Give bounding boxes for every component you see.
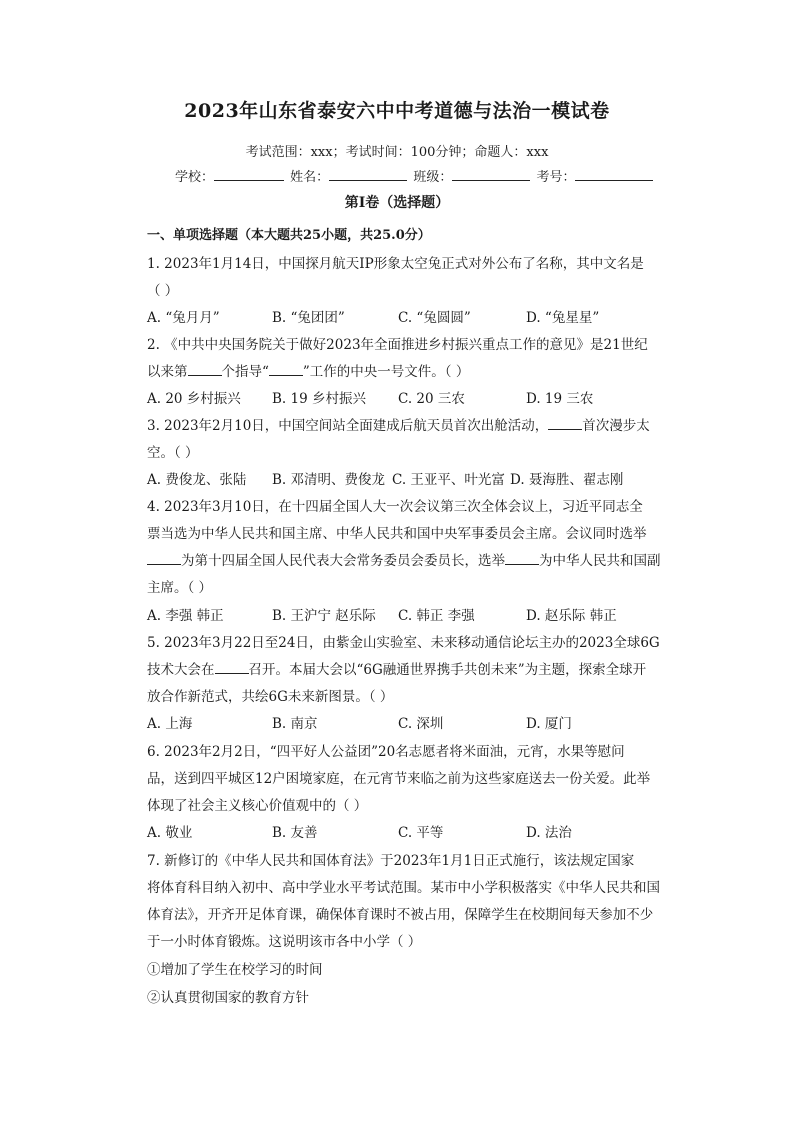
q3-line-1 <box>147 414 677 434</box>
q7-line-1: 7. 新修订的《中华人民共和国体育法》于2023年1月1日正式施行，该法规定国家 <box>147 853 635 869</box>
exam-title: 2023年山东省泰安六中中考道德与法治一模试卷 <box>184 100 610 122</box>
q5-option-a[interactable]: A. 上海 <box>147 716 193 732</box>
q4-blank-1 <box>147 552 181 565</box>
q6-option-a[interactable]: A. 敬业 <box>147 825 193 841</box>
q4-text-b: 为中华人民共和国副 <box>539 553 661 569</box>
q2-blank-1 <box>188 363 222 376</box>
q2-text-a: 以来第 <box>147 364 188 380</box>
q2-option-b[interactable]: B. 19 乡村振兴 <box>272 391 366 407</box>
q5-option-b[interactable]: B. 南京 <box>272 716 318 732</box>
q4-line-3 <box>147 549 677 569</box>
q5-option-d[interactable]: D. 厦门 <box>526 716 572 732</box>
exam-meta: 考试范围：xxx；考试时间：100分钟；命题人：xxx <box>245 145 549 160</box>
q4-blank-2 <box>505 552 539 565</box>
name-label: 姓名： <box>290 170 330 185</box>
q3-text-a: 3. 2023年2月10日，中国空间站全面建成后航天员首次出舱活动， <box>147 418 549 434</box>
q3-text-b: 首次漫步太 <box>582 418 650 434</box>
q2-line-1: 2. 《中共中央国务院关于做好2023年全面推进乡村振兴重点工作的意见》是21世纪 <box>147 337 648 353</box>
student-info-row <box>175 166 655 185</box>
q6-line-3: 体现了社会主义核心价值观中的（ ） <box>147 798 368 814</box>
q7-line-4: 于一小时体育锻炼。这说明该市各中小学（ ） <box>147 934 422 950</box>
q6-option-d[interactable]: D. 法治 <box>526 825 572 841</box>
q3-option-b[interactable]: B. 邓清明、费俊龙 <box>272 472 386 488</box>
q5-option-c[interactable]: C. 深圳 <box>398 716 444 732</box>
q1-option-c[interactable]: C. “兔圆圆” <box>398 310 471 326</box>
part-title: 一、单项选择题（本大题共25小题，共25.0分） <box>147 228 431 243</box>
q1-option-a[interactable]: A. “兔月月” <box>147 310 220 326</box>
q2-text-c: ”工作的中央一号文件。（ ） <box>302 364 470 380</box>
q4-option-d[interactable]: D. 赵乐际 韩正 <box>526 608 617 624</box>
q6-line-1: 6. 2023年2月2日，“四平好人公益团”20名志愿者将米面油，元宵，水果等慰问 <box>147 744 625 760</box>
section-title: 第I卷（选择题） <box>344 195 450 211</box>
q2-blank-2 <box>269 363 303 376</box>
class-label: 班级： <box>413 170 453 185</box>
q2-option-d[interactable]: D. 19 三农 <box>526 391 594 407</box>
q6-option-b[interactable]: B. 友善 <box>272 825 318 841</box>
q4-option-a[interactable]: A. 李强 韩正 <box>147 608 224 624</box>
q4-text-a: 为第十四届全国人民代表大会常务委员会委员长，选举 <box>181 553 505 569</box>
q5-text-b: 召开。本届大会以“6G融通世界携手共创未来”为主题，探索全球开 <box>248 662 647 678</box>
q3-line-2: 空。（ ） <box>147 445 199 461</box>
q3-option-d[interactable]: D. 聂海胜、翟志刚 <box>510 472 624 488</box>
name-blank[interactable] <box>329 168 407 181</box>
q7-line-2: 将体育科目纳入初中、高中学业水平考试范围。某市中小学积极落实《中华人民共和国 <box>147 880 660 896</box>
id-blank[interactable] <box>575 168 653 181</box>
id-label: 考号： <box>536 170 576 185</box>
q3-option-c[interactable]: C. 王亚平、叶光富 <box>392 472 505 488</box>
q7-statement-2: ②认真贯彻国家的教育方针 <box>147 990 309 1006</box>
q2-line-2 <box>147 360 677 380</box>
class-blank[interactable] <box>452 168 530 181</box>
q4-line-4: 主席。（ ） <box>147 580 213 596</box>
q1-option-b[interactable]: B. “兔团团” <box>272 310 345 326</box>
q3-option-a[interactable]: A. 费俊龙、张陆 <box>147 472 247 488</box>
q7-line-3: 体育法》，开齐开足体育课，确保体育课时不被占用，保障学生在校期间每天参加不少 <box>147 907 654 923</box>
q5-blank <box>215 661 249 674</box>
q4-option-b[interactable]: B. 王沪宁 赵乐际 <box>272 608 376 624</box>
q2-option-c[interactable]: C. 20 三农 <box>398 391 465 407</box>
q4-line-2: 票当选为中华人民共和国主席、中华人民共和国中央军事委员会主席。会议同时选举 <box>147 526 647 542</box>
q5-line-1: 5. 2023年3月22日至24日，由紫金山实验室、未来移动通信论坛主办的2023全球6G <box>147 635 660 651</box>
q2-text-b: 个指导“ <box>221 364 269 380</box>
q7-statement-1: ①增加了学生在校学习的时间 <box>147 962 323 978</box>
school-label: 学校： <box>175 170 215 185</box>
q6-line-2: 品，送到四平城区12户困境家庭，在元宵节来临之前为这些家庭送去一份关爱。此举 <box>147 771 651 787</box>
q4-line-1: 4. 2023年3月10日，在十四届全国人大一次会议第三次全体会议上，习近平同志全 <box>147 499 643 515</box>
q3-blank <box>548 417 582 430</box>
q4-option-c[interactable]: C. 韩正 李强 <box>398 608 475 624</box>
q1-line-1: 1. 2023年1月14日，中国探月航天IP形象太空兔正式对外公布了名称，其中文名是 <box>147 256 644 272</box>
q1-line-2: （ ） <box>147 283 179 299</box>
q6-option-c[interactable]: C. 平等 <box>398 825 444 841</box>
q2-option-a[interactable]: A. 20 乡村振兴 <box>147 391 241 407</box>
q1-option-d[interactable]: D. “兔星星” <box>526 310 600 326</box>
q5-line-3: 放合作新范式，共绘6G未来新图景。（ ） <box>147 689 394 705</box>
school-blank[interactable] <box>214 168 284 181</box>
q5-text-a: 技术大会在 <box>147 662 215 678</box>
q5-line-2 <box>147 658 677 678</box>
